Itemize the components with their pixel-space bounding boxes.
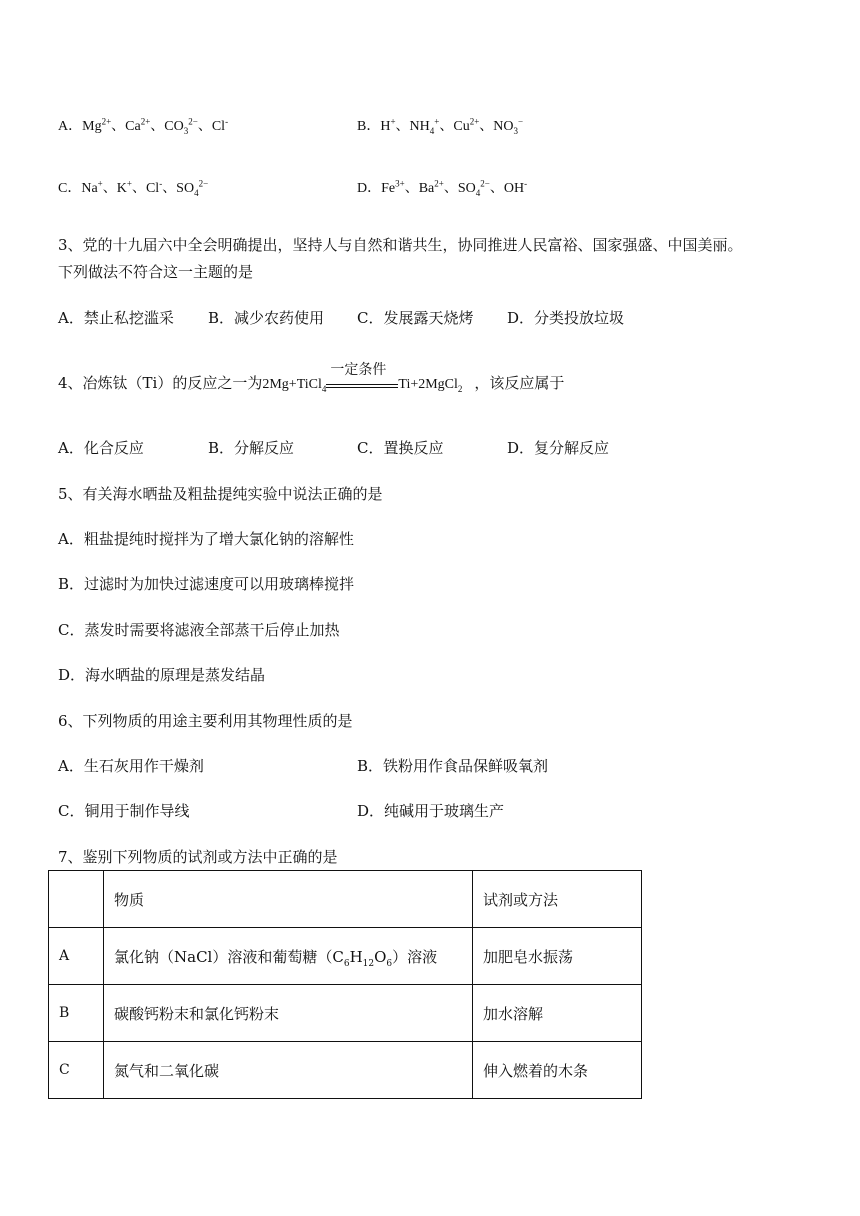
table-row xyxy=(49,928,642,985)
q4-reactants: 2Mg+TiCl$_4$ xyxy=(262,377,327,394)
row-substance: 氯化钠（NaCl）溶液和葡萄糖$(C_6H_{12}O_6)$溶液 xyxy=(104,928,473,985)
q4-stem-suffix: ，该反应属于 xyxy=(474,374,565,392)
q4-option-a: A．化合反应 xyxy=(58,439,144,457)
q6-option-b: B．铁粉用作食品保鲜吸氧剂 xyxy=(357,757,549,775)
header-cell-key xyxy=(49,871,104,928)
table-header-row xyxy=(49,871,642,928)
q7-stem: 7、鉴别下列物质的试剂或方法中正确的是 xyxy=(58,848,338,866)
q6-option-d: D．纯碱用于玻璃生产 xyxy=(357,802,505,820)
q4-option-b: B．分解反应 xyxy=(208,439,295,457)
row-method: 加水溶解 xyxy=(473,985,642,1042)
row-substance: 氮气和二氧化碳 xyxy=(104,1042,473,1099)
q5-option-a: A．粗盐提纯时搅拌为了增大氯化钠的溶解性 xyxy=(58,530,354,548)
q4-stem-prefix: 4、冶炼钛（Ti）的反应之一为 xyxy=(58,374,263,392)
q4-option-d: D．复分解反应 xyxy=(507,439,610,457)
q6-option-a: A．生石灰用作干燥剂 xyxy=(58,757,204,775)
q3-stem-line2: 下列做法不符合这一主题的是 xyxy=(58,263,254,281)
q5-stem: 5、有关海水晒盐及粗盐提纯实验中说法正确的是 xyxy=(58,485,383,503)
q2-option-c: C．Na+、K+、Cl-、$SO_4^{2-}$ xyxy=(58,178,209,198)
row-key: C xyxy=(49,1042,104,1099)
q2-option-b: B．H+、$NH_4^+$、$Cu^{2+}$、$NO_3^-$ xyxy=(357,116,524,136)
row-key: B xyxy=(49,985,104,1042)
table-row xyxy=(49,985,642,1042)
row-method: 伸入燃着的木条 xyxy=(473,1042,642,1099)
header-cell-method: 试剂或方法 xyxy=(473,871,642,928)
q3-option-a: A．禁止私挖滥采 xyxy=(58,309,174,327)
q7-table xyxy=(48,870,642,1099)
q2-option-a: A．$Mg^{2+}$、$Ca^{2+}$、$CO_3^{2-}$、Cl- xyxy=(58,116,229,136)
q4-reaction-condition: 一定条件 xyxy=(326,374,398,394)
q4-products: Ti+2MgCl$_2$ xyxy=(398,377,463,394)
row-key: A xyxy=(49,928,104,985)
row-substance: 碳酸钙粉末和氯化钙粉末 xyxy=(104,985,473,1042)
table-row xyxy=(49,1042,642,1099)
row-method: 加肥皂水振荡 xyxy=(473,928,642,985)
q3-option-d: D．分类投放垃圾 xyxy=(507,309,625,327)
q3-option-c: C．发展露天烧烤 xyxy=(357,309,474,327)
q3-option-b: B．减少农药使用 xyxy=(208,309,325,327)
q4-stem xyxy=(58,362,565,395)
q2-option-d: D．$Fe^{3+}$、$Ba^{2+}$、$SO_4^{2-}$、OH- xyxy=(357,178,528,198)
q5-option-c: C．蒸发时需要将滤液全部蒸干后停止加热 xyxy=(58,621,340,639)
q6-stem: 6、下列物质的用途主要利用其物理性质的是 xyxy=(58,712,353,730)
header-cell-substance: 物质 xyxy=(104,871,473,928)
q3-stem-line1: 3、党的十九届六中全会明确提出，坚持人与自然和谐共生，协同推进人民富裕、国家强盛、中国美丽。 xyxy=(58,236,743,254)
q6-option-c: C．铜用于制作导线 xyxy=(58,802,190,820)
q5-option-d: D．海水晒盐的原理是蒸发结晶 xyxy=(58,666,266,684)
q4-option-c: C．置换反应 xyxy=(357,439,444,457)
q5-option-b: B．过滤时为加快过滤速度可以用玻璃棒搅拌 xyxy=(58,575,355,593)
